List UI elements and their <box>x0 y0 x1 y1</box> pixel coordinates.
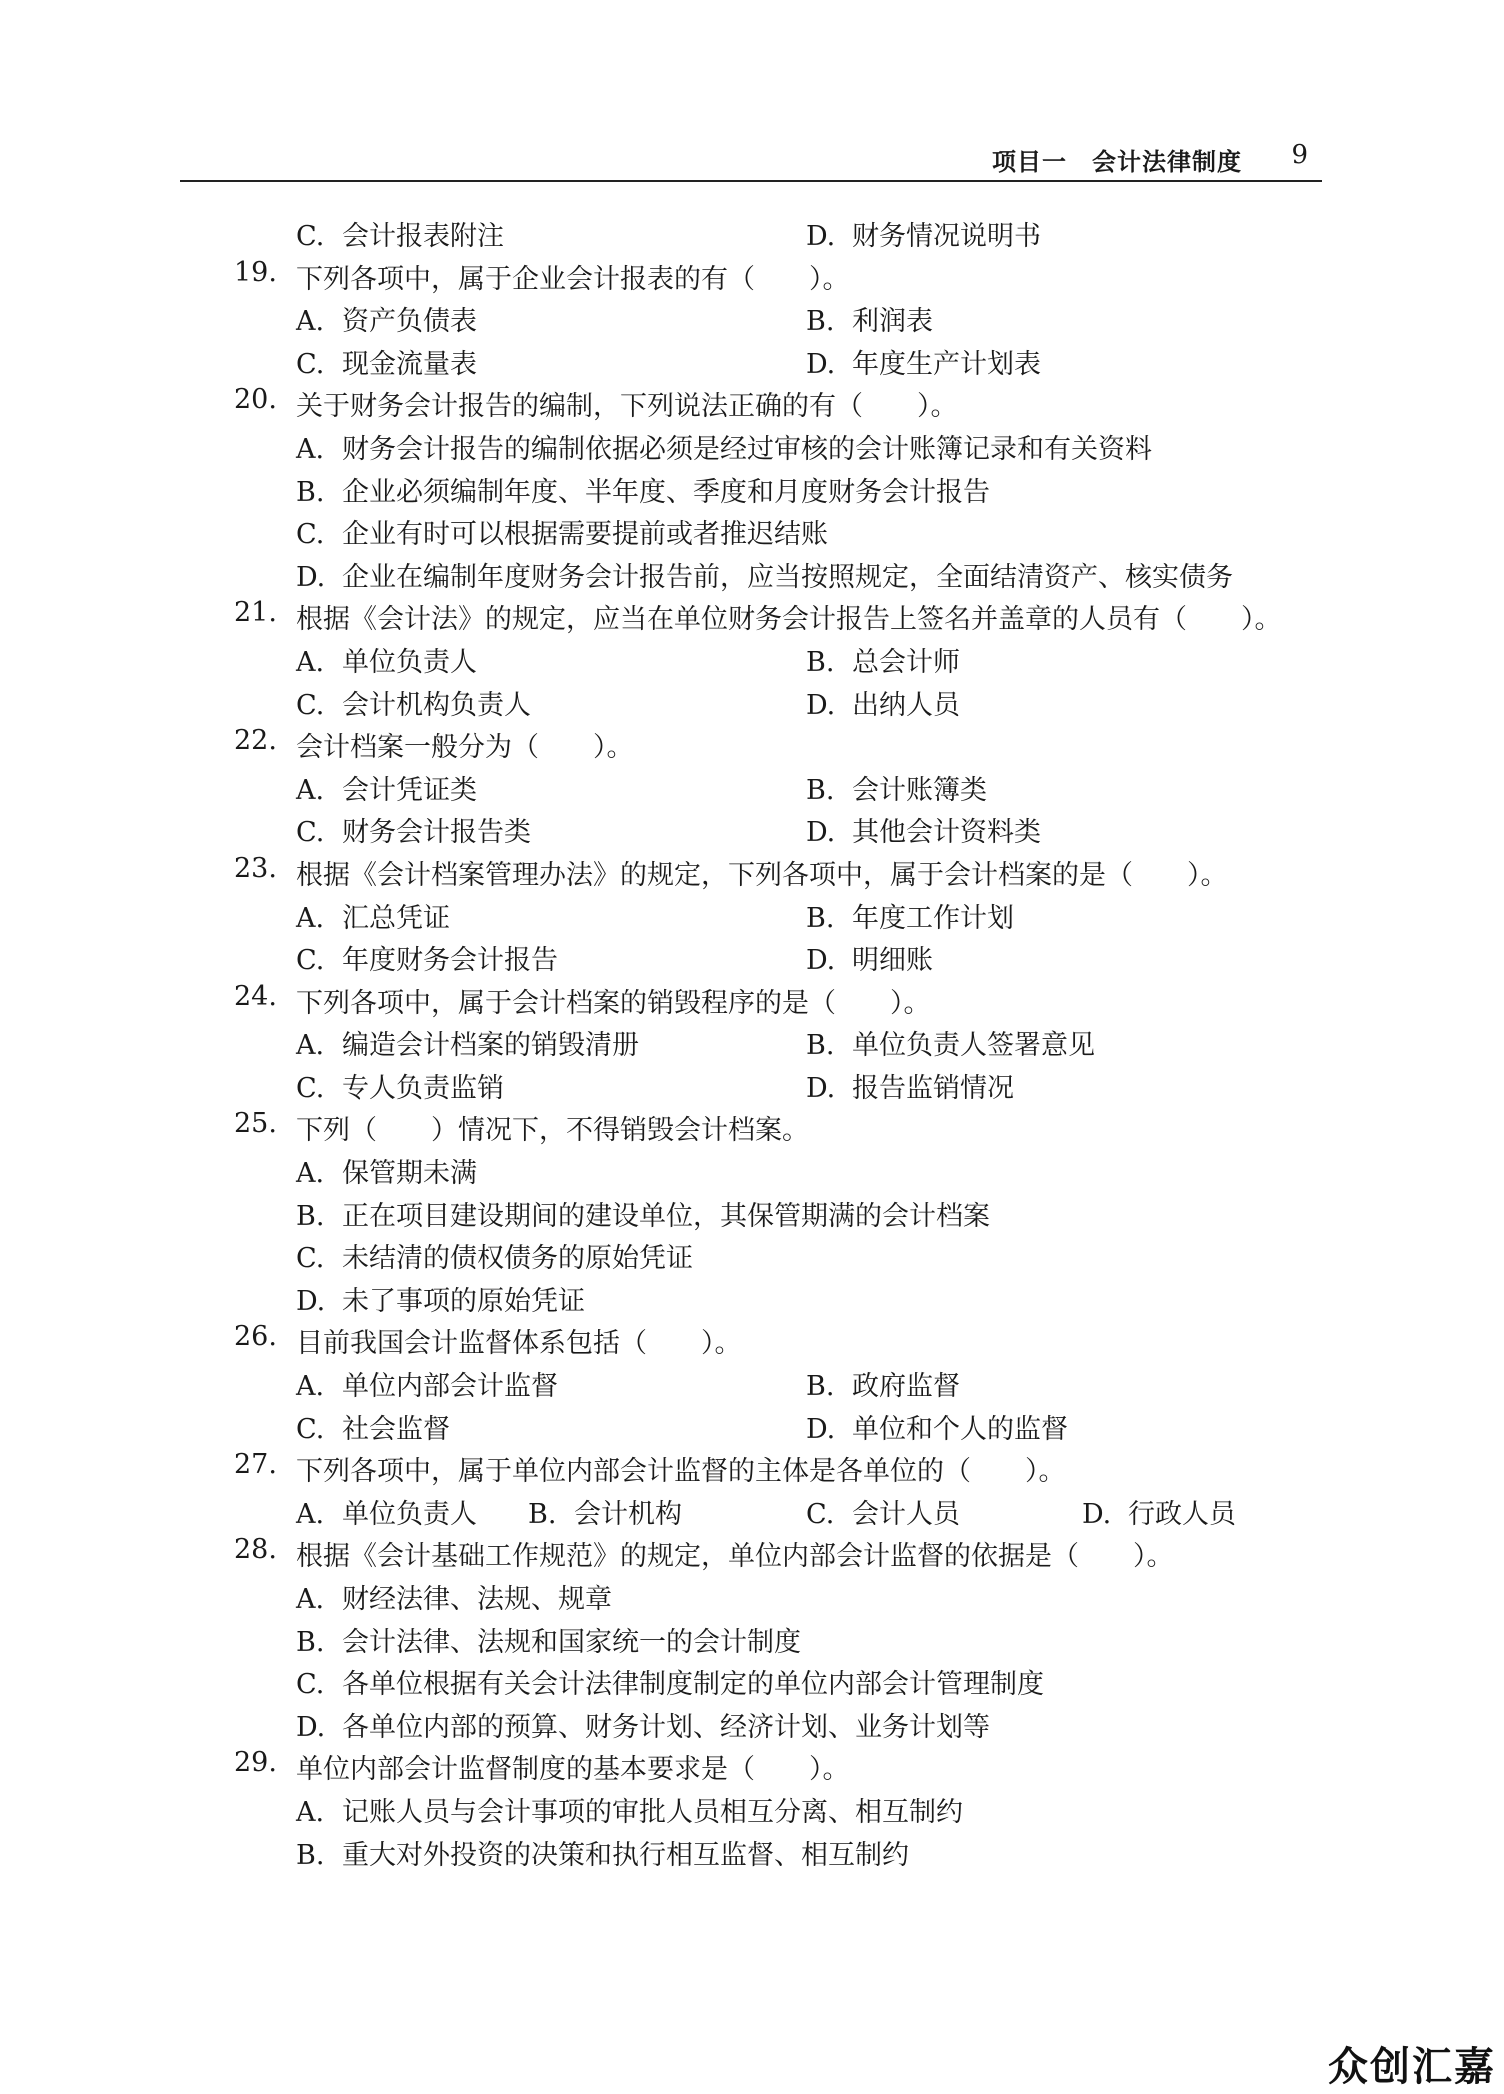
option-letter: D. <box>806 945 836 977</box>
option-text: 专人负责监销 <box>342 1072 504 1104</box>
option-text: 政府监督 <box>852 1371 960 1403</box>
question-number: 25. <box>234 1108 277 1140</box>
option-letter: D. <box>806 221 836 252</box>
option-row <box>0 555 1504 598</box>
answer-option <box>296 768 477 807</box>
question-text: 下列（ ）情况下，不得销毁会计档案。 <box>296 1115 809 1147</box>
answer-option <box>296 342 477 381</box>
option-text: 社会监督 <box>342 1413 450 1445</box>
option-letter: C. <box>296 689 325 721</box>
option-letter: C. <box>296 1669 325 1701</box>
option-text: 单位内部会计监督 <box>342 1371 558 1403</box>
option-letter: B. <box>296 1626 325 1658</box>
option-letter: A. <box>296 1584 325 1615</box>
option-text: 未了事项的原始凭证 <box>342 1285 585 1317</box>
question-stem <box>0 725 1504 768</box>
option-row <box>0 1407 1504 1450</box>
question-number: 22. <box>234 725 277 757</box>
option-letter: C. <box>296 1072 325 1104</box>
option-text: 保管期未满 <box>342 1158 477 1190</box>
question-stem <box>0 1108 1504 1151</box>
option-text: 单位负责人 <box>342 1498 477 1530</box>
question-number: 26. <box>234 1321 277 1353</box>
option-text: 企业有时可以根据需要提前或者推迟结账 <box>342 519 828 551</box>
option-text: 其他会计资料类 <box>852 817 1041 849</box>
answer-option <box>296 683 531 722</box>
option-letter: D. <box>806 1413 836 1445</box>
option-text: 单位负责人签署意见 <box>852 1030 1095 1062</box>
question-stem <box>0 981 1504 1024</box>
option-row <box>0 512 1504 555</box>
answer-option <box>806 683 960 722</box>
option-text: 会计法律、法规和国家统一的会计制度 <box>342 1626 801 1658</box>
answer-option <box>806 1364 960 1403</box>
option-letter: B. <box>296 476 325 508</box>
question-number: 24. <box>234 980 277 1012</box>
answer-option <box>296 1662 1044 1701</box>
header-title: 项目一 会计法律制度 <box>992 148 1242 176</box>
question-stem <box>0 257 1504 300</box>
option-text: 出纳人员 <box>852 689 960 721</box>
answer-option <box>296 1833 909 1872</box>
option-letter: A. <box>296 1030 325 1062</box>
option-row <box>0 896 1504 939</box>
option-row <box>0 1577 1504 1620</box>
question-text: 根据《会计档案管理办法》的规定，下列各项中，属于会计档案的是（ ）。 <box>296 859 1228 891</box>
option-row <box>0 342 1504 385</box>
option-row <box>0 470 1504 513</box>
option-text: 正在项目建设期间的建设单位，其保管期满的会计档案 <box>342 1200 990 1232</box>
option-text: 会计人员 <box>852 1498 960 1530</box>
option-letter: C. <box>296 945 325 977</box>
question-number: 28. <box>234 1534 277 1566</box>
option-text: 各单位根据有关会计法律制度制定的单位内部会计管理制度 <box>342 1669 1044 1701</box>
option-row <box>0 1023 1504 1066</box>
answer-option <box>296 1790 963 1829</box>
option-letter: A. <box>296 774 325 806</box>
option-text: 未结清的债权债务的原始凭证 <box>342 1243 693 1275</box>
question-text: 目前我国会计监督体系包括（ ）。 <box>296 1328 742 1360</box>
option-letter: B. <box>806 1030 835 1062</box>
answer-option <box>296 470 990 509</box>
option-letter: D. <box>1082 1498 1112 1530</box>
answer-option <box>296 1492 477 1531</box>
option-letter: A. <box>296 1158 325 1190</box>
answer-option <box>806 1023 1095 1062</box>
answer-option <box>296 214 504 253</box>
option-text: 行政人员 <box>1128 1498 1236 1530</box>
option-text: 会计报表附注 <box>342 221 504 252</box>
option-row <box>0 1492 1504 1535</box>
option-letter: B. <box>806 774 835 806</box>
answer-option <box>806 810 1041 849</box>
option-row <box>0 640 1504 683</box>
answer-option <box>806 896 1014 935</box>
option-letter: D. <box>296 561 326 593</box>
option-text: 财务情况说明书 <box>852 221 1041 252</box>
option-text: 明细账 <box>852 945 933 977</box>
answer-option <box>296 555 1233 594</box>
answer-option <box>296 896 450 935</box>
option-text: 重大对外投资的决策和执行相互监督、相互制约 <box>342 1839 909 1871</box>
answer-option <box>806 1066 1014 1105</box>
option-text: 编造会计档案的销毁清册 <box>342 1030 639 1062</box>
answer-option <box>806 214 1041 253</box>
question-stem <box>0 1449 1504 1492</box>
question-number: 19. <box>234 256 277 288</box>
question-stem <box>0 1321 1504 1364</box>
question-text: 会计档案一般分为（ ）。 <box>296 732 634 764</box>
question-stem <box>0 597 1504 640</box>
answer-option <box>806 768 987 807</box>
option-letter: A. <box>296 902 325 934</box>
option-row <box>0 1662 1504 1705</box>
option-letter: C. <box>296 348 325 380</box>
answer-option <box>296 512 828 551</box>
option-row <box>0 1194 1504 1237</box>
option-row <box>0 214 1504 257</box>
option-row <box>0 1364 1504 1407</box>
option-row <box>0 938 1504 981</box>
option-row <box>0 1705 1504 1748</box>
answer-option <box>296 1705 990 1744</box>
option-letter: D. <box>296 1711 326 1743</box>
answer-option <box>296 810 531 849</box>
answer-option <box>296 938 558 977</box>
option-text: 总会计师 <box>852 646 960 678</box>
question-text: 下列各项中，属于会计档案的销毁程序的是（ ）。 <box>296 987 931 1019</box>
question-text: 根据《会计基础工作规范》的规定，单位内部会计监督的依据是（ ）。 <box>296 1541 1174 1573</box>
option-text: 年度生产计划表 <box>852 348 1041 380</box>
answer-option <box>296 1577 612 1616</box>
option-row <box>0 427 1504 470</box>
answer-option <box>806 299 933 338</box>
option-row <box>0 1151 1504 1194</box>
question-text: 下列各项中，属于企业会计报表的有（ ）。 <box>296 263 850 295</box>
option-letter: C. <box>296 1243 325 1275</box>
option-text: 会计机构负责人 <box>342 689 531 721</box>
option-letter: A. <box>296 306 325 338</box>
option-row <box>0 1620 1504 1663</box>
option-text: 利润表 <box>852 306 933 338</box>
option-letter: B. <box>806 1371 835 1403</box>
answer-option <box>296 427 1152 466</box>
question-stem <box>0 853 1504 896</box>
option-letter: D. <box>296 1285 326 1317</box>
answer-option <box>1082 1492 1236 1531</box>
question-stem <box>0 1747 1504 1790</box>
option-letter: D. <box>806 348 836 380</box>
option-letter: C. <box>806 1498 835 1530</box>
option-text: 报告监销情况 <box>852 1072 1014 1104</box>
option-letter: A. <box>296 1371 325 1403</box>
answer-option <box>296 640 477 679</box>
answer-option <box>528 1492 682 1531</box>
answer-option <box>806 1492 960 1531</box>
option-text: 年度工作计划 <box>852 902 1014 934</box>
option-letter: C. <box>296 817 325 849</box>
option-row <box>0 1790 1504 1833</box>
answer-option <box>296 1023 639 1062</box>
question-text: 根据《会计法》的规定，应当在单位财务会计报告上签名并盖章的人员有（ ）。 <box>296 604 1282 636</box>
answer-option <box>806 1407 1068 1446</box>
option-letter: B. <box>806 306 835 338</box>
question-list <box>0 214 1504 1875</box>
option-letter: B. <box>528 1498 557 1530</box>
option-text: 单位和个人的监督 <box>852 1413 1068 1445</box>
answer-option <box>296 1364 558 1403</box>
option-letter: A. <box>296 1498 325 1530</box>
question-text: 下列各项中，属于单位内部会计监督的主体是各单位的（ ）。 <box>296 1456 1066 1488</box>
answer-option <box>806 640 960 679</box>
question-number: 29. <box>234 1747 277 1779</box>
answer-option <box>296 299 477 338</box>
question-stem <box>0 1534 1504 1577</box>
option-text: 现金流量表 <box>342 348 477 380</box>
option-letter: A. <box>296 1796 325 1828</box>
option-text: 会计机构 <box>574 1498 682 1530</box>
answer-option <box>296 1620 801 1659</box>
option-row <box>0 810 1504 853</box>
answer-option <box>806 342 1041 381</box>
answer-option <box>296 1151 477 1190</box>
option-text: 财务会计报告的编制依据必须是经过审核的会计账簿记录和有关资料 <box>342 433 1152 465</box>
option-row <box>0 1236 1504 1279</box>
option-row <box>0 1066 1504 1109</box>
question-number: 23. <box>234 852 277 884</box>
option-row <box>0 299 1504 342</box>
option-text: 汇总凭证 <box>342 902 450 934</box>
answer-option <box>296 1236 693 1275</box>
answer-option <box>296 1194 990 1233</box>
option-text: 年度财务会计报告 <box>342 945 558 977</box>
option-letter: A. <box>296 433 325 465</box>
option-row <box>0 1279 1504 1322</box>
option-text: 财经法律、法规、规章 <box>342 1584 612 1615</box>
question-number: 21. <box>234 597 277 629</box>
option-letter: B. <box>296 1839 325 1871</box>
option-text: 各单位内部的预算、财务计划、经济计划、业务计划等 <box>342 1711 990 1743</box>
page-number: 9 <box>1291 140 1308 170</box>
option-row <box>0 1833 1504 1876</box>
option-text: 会计凭证类 <box>342 774 477 806</box>
option-letter: B. <box>296 1200 325 1232</box>
option-letter: A. <box>296 646 325 678</box>
option-letter: C. <box>296 1413 325 1445</box>
option-text: 资产负债表 <box>342 306 477 338</box>
question-number: 20. <box>234 384 277 416</box>
answer-option <box>296 1279 585 1318</box>
option-text: 单位负责人 <box>342 646 477 678</box>
option-row <box>0 768 1504 811</box>
answer-option <box>296 1407 450 1446</box>
option-letter: D. <box>806 689 836 721</box>
page-header <box>180 138 1322 182</box>
option-text: 企业在编制年度财务会计报告前，应当按照规定，全面结清资产、核实债务 <box>342 561 1233 593</box>
answer-option <box>296 1066 504 1105</box>
option-row <box>0 683 1504 726</box>
question-stem <box>0 384 1504 427</box>
option-text: 会计账簿类 <box>852 774 987 806</box>
option-letter: D. <box>806 1072 836 1104</box>
option-text: 财务会计报告类 <box>342 817 531 849</box>
answer-option <box>806 938 933 977</box>
question-text: 单位内部会计监督制度的基本要求是（ ）。 <box>296 1754 850 1786</box>
option-letter: C. <box>296 221 325 252</box>
option-letter: B. <box>806 646 835 678</box>
watermark-logo: 众创汇嘉 <box>1328 2044 1496 2090</box>
option-letter: D. <box>806 817 836 849</box>
option-letter: C. <box>296 519 325 551</box>
question-number: 27. <box>234 1449 277 1481</box>
option-text: 记账人员与会计事项的审批人员相互分离、相互制约 <box>342 1796 963 1828</box>
question-text: 关于财务会计报告的编制，下列说法正确的有（ ）。 <box>296 391 958 423</box>
option-text: 企业必须编制年度、半年度、季度和月度财务会计报告 <box>342 476 990 508</box>
option-letter: B. <box>806 902 835 934</box>
